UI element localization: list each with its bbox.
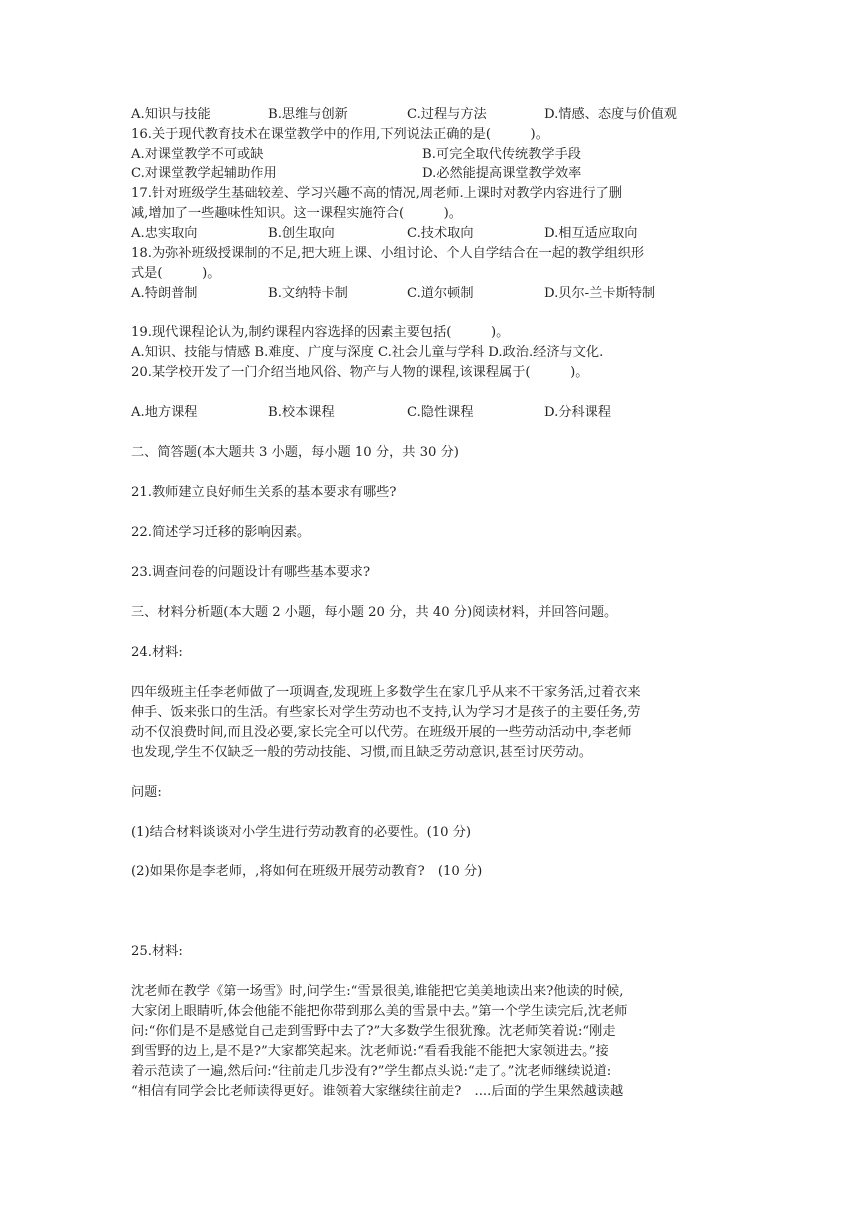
q15-option-b: B.思维与创新 (268, 107, 348, 122)
q25-material-line3: 问:“你们是不是感觉自己走到雪野中去了?”大多数学生很犹豫。沈老师笑着说:“刚走 (131, 1024, 616, 1039)
q23: 23.调查问卷的问题设计有哪些基本要求? (131, 565, 371, 580)
q16-option-a: A.对课堂教学不可或缺 (131, 147, 264, 162)
q25-material-line2: 大家闭上眼睛听,体会他能不能把你带到那么美的雪景中去。”第一个学生读完后,沈老师 (131, 1004, 628, 1019)
q24-material-line3: 动不仅浪费时间,而且没必要,家长完全可以代劳。在班级开展的一些劳动活动中,李老师 (131, 725, 632, 740)
q18-option-d: D.贝尔-兰卡斯特制 (544, 286, 656, 301)
q20-stem: 20.某学校开发了一门介绍当地风俗、物产与人物的课程,该课程属于( )。 (131, 365, 589, 380)
q19-stem: 19.现代课程论认为,制约课程内容选择的因素主要包括( )。 (131, 325, 510, 340)
q22: 22.简述学习迁移的影响因素。 (131, 525, 311, 540)
q16-stem: 16.关于现代教育技术在课堂教学中的作用,下列说法正确的是( )。 (131, 127, 549, 142)
q16-option-d: D.必然能提高课堂教学效率 (422, 166, 582, 181)
q20-option-d: D.分科课程 (544, 405, 612, 420)
q24-material-line2: 伸手、饭来张口的生活。有些家长对学生劳动也不支持,认为学习才是孩子的主要任务,劳 (131, 705, 641, 720)
q18-option-b: B.文纳特卡制 (268, 286, 348, 301)
q25-material-line4: 到雪野的边上,是不是?”大家都笑起来。沈老师说:“看看我能不能把大家领进去。”接 (131, 1044, 609, 1059)
q24-sub1: (1)结合材料谈谈对小学生进行劳动教育的必要性。(10 分) (131, 825, 472, 840)
q18-option-c: C.道尔顿制 (407, 286, 474, 301)
q20-option-a: A.地方课程 (131, 405, 198, 420)
q17-stem-line2: 减,增加了一些趣味性知识。这一课程实施符合( )。 (131, 206, 462, 221)
q21: 21.教师建立良好师生关系的基本要求有哪些? (131, 485, 397, 500)
q15-option-d: D.情感、态度与价值观 (544, 107, 677, 122)
section2-heading: 二、简答题(本大题共 3 小题，每小题 10 分，共 30 分) (131, 445, 459, 460)
q17-option-a: A.忠实取向 (131, 226, 198, 241)
q16-option-c: C.对课堂教学起辅助作用 (131, 166, 277, 181)
q17-stem-line1: 17.针对班级学生基础较差、学习兴趣不高的情况,周老师.上课时对教学内容进行了删 (131, 186, 622, 201)
q20-option-c: C.隐性课程 (407, 405, 474, 420)
q20-option-b: B.校本课程 (268, 405, 335, 420)
q19-options: A.知识、技能与情感 B.难度、广度与深度 C.社会儿童与学科 D.政治.经济与文化. (131, 345, 604, 360)
q24-material-line1: 四年级班主任李老师做了一项调查,发现班上多数学生在家几乎从来不干家务活,过着衣来 (131, 685, 641, 700)
q17-option-c: C.技术取向 (407, 226, 474, 241)
q17-option-d: D.相互适应取向 (544, 226, 638, 241)
q15-option-c: C.过程与方法 (407, 107, 487, 122)
q17-option-b: B.创生取向 (268, 226, 335, 241)
q25-material-line6: “相信有同学会比老师读得更好。谁领着大家继续往前走? ....后面的学生果然越读越 (131, 1084, 624, 1099)
q24-sub2: (2)如果你是李老师，,将如何在班级开展劳动教育? (10 分) (131, 864, 483, 879)
q18-option-a: A.特朗普制 (131, 286, 198, 301)
section3-heading: 三、材料分析题(本大题 2 小题，每小题 20 分，共 40 分)阅读材料，并回答问题。 (131, 605, 618, 620)
q25-label: 25.材料: (131, 944, 183, 959)
q25-material-line1: 沈老师在教学《第一场雪》时,问学生:“雪景很美,谁能把它美美地读出来?他读的时候, (131, 984, 624, 999)
q16-option-b: B.可完全取代传统教学手段 (422, 147, 581, 162)
q24-label: 24.材料: (131, 645, 183, 660)
q18-stem-line2: 式是( )。 (131, 266, 221, 281)
q24-material-line4: 也发现,学生不仅缺乏一般的劳动技能、习惯,而且缺乏劳动意识,甚至讨厌劳动。 (131, 745, 592, 760)
q24-question-label: 问题: (131, 785, 162, 800)
q15-option-a: A.知识与技能 (131, 107, 211, 122)
q25-material-line5: 着示范读了一遍,然后问:“往前走几步没有?”学生都点头说:“走了。”沈老师继续说道: (131, 1064, 612, 1079)
q18-stem-line1: 18.为弥补班级授课制的不足,把大班上课、小组讨论、个人自学结合在一起的教学组织形 (131, 246, 645, 261)
